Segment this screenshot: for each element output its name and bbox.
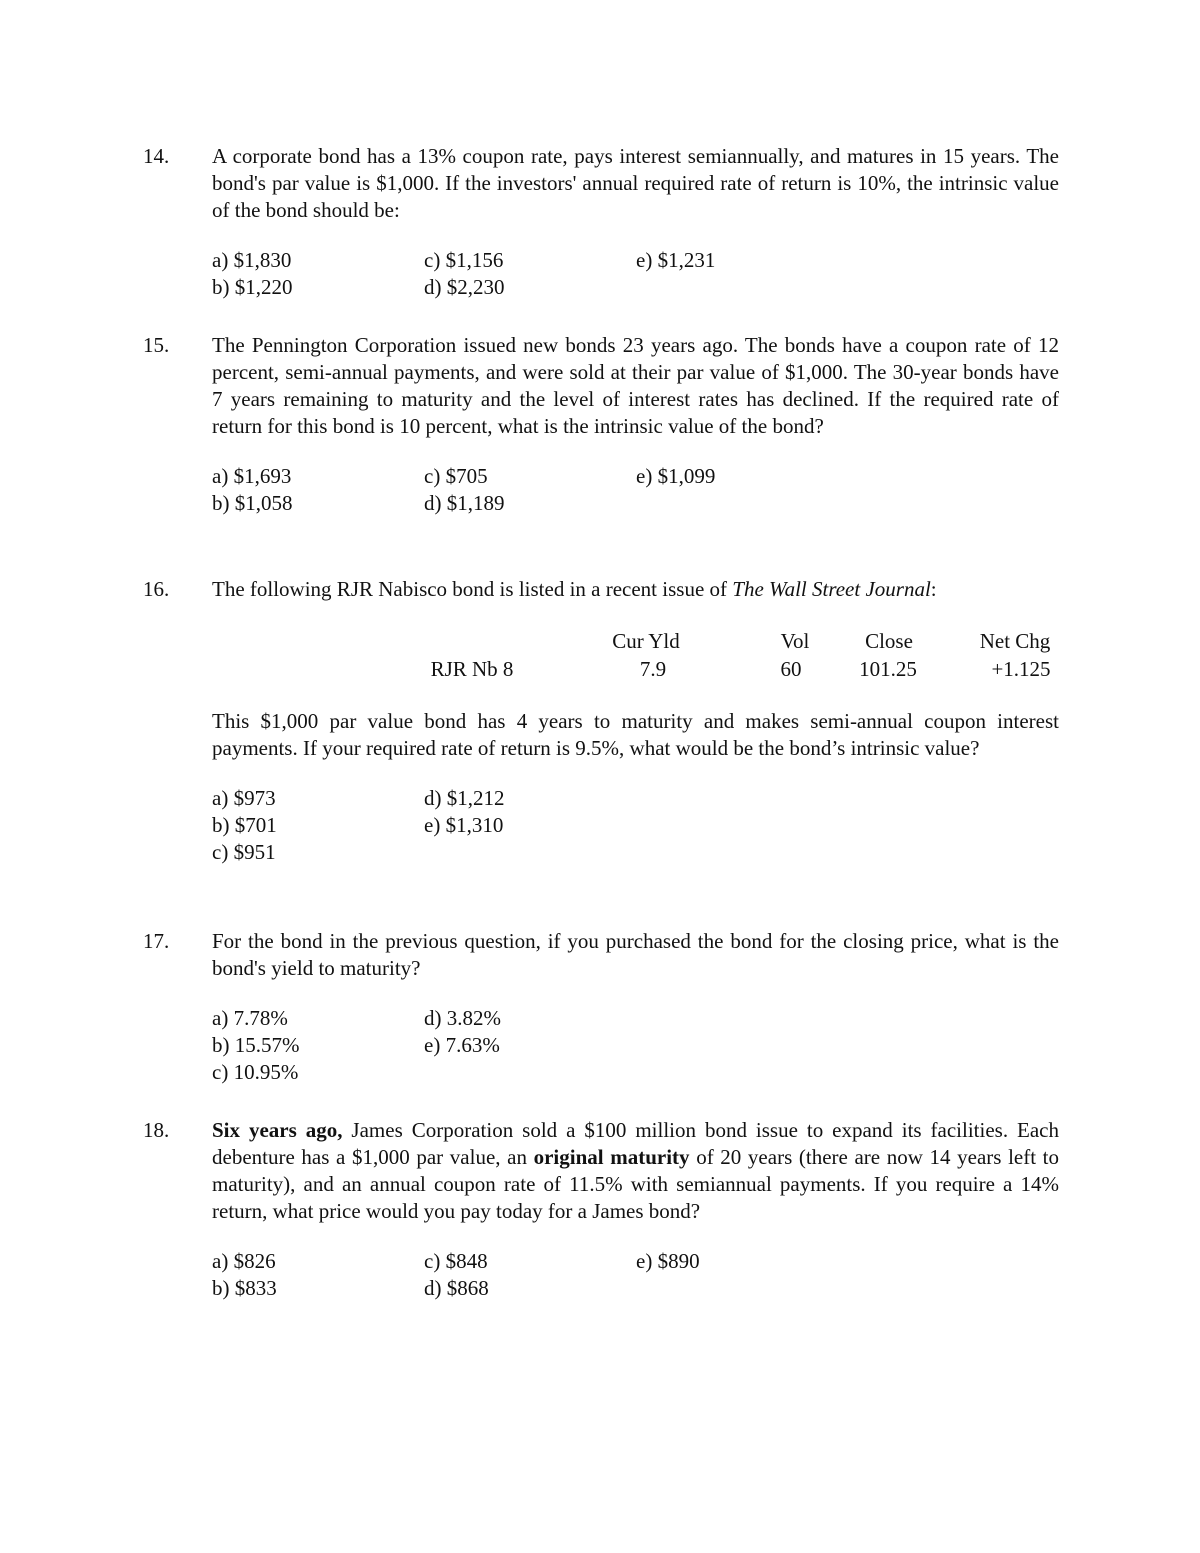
question-14: [143, 143, 1059, 301]
bond-quote-table: [143, 628, 1059, 688]
question-number: 18.: [143, 1118, 170, 1142]
answer-options: [212, 785, 1059, 866]
question-text: A corporate bond has a 13% coupon rate, pays interest semiannually, and matures in 15 years. The bond's par value is $1,000. If the investors' annual required rate of return is 10%, the intrinsic value of the bond should be:: [212, 144, 1059, 222]
option-a[interactable]: a) $973: [212, 786, 276, 810]
option-d[interactable]: d) $868: [424, 1276, 489, 1300]
option-c[interactable]: c) $848: [424, 1249, 488, 1273]
cell-cur-yld: 7.9: [639, 657, 667, 681]
option-c[interactable]: c) $951: [212, 840, 276, 864]
question-number: 15.: [143, 333, 170, 357]
option-c[interactable]: c) $1,156: [424, 248, 504, 272]
question-number: 17.: [143, 929, 170, 953]
option-e[interactable]: e) 7.63%: [424, 1033, 500, 1057]
col-header-close: Close: [865, 629, 913, 653]
option-b[interactable]: b) $1,058: [212, 491, 293, 515]
option-a[interactable]: a) 7.78%: [212, 1006, 288, 1030]
answer-options: [212, 463, 1059, 517]
option-d[interactable]: d) $1,212: [424, 786, 505, 810]
question-18: [143, 1117, 1059, 1302]
option-e[interactable]: e) $1,231: [636, 248, 716, 272]
option-e[interactable]: e) $890: [636, 1249, 700, 1273]
question-17: [143, 928, 1059, 1086]
option-b[interactable]: b) $833: [212, 1276, 277, 1300]
option-a[interactable]: a) $826: [212, 1249, 276, 1273]
cell-net-chg: +1.125: [991, 657, 1051, 681]
option-a[interactable]: a) $1,830: [212, 248, 292, 272]
option-d[interactable]: d) $1,189: [424, 491, 505, 515]
option-e[interactable]: e) $1,310: [424, 813, 504, 837]
question-text: For the bond in the previous question, if you purchased the bond for the closing price, what is the bond's yield to maturity?: [212, 929, 1059, 980]
option-e[interactable]: e) $1,099: [636, 464, 716, 488]
question-intro: The following RJR Nabisco bond is listed in a recent issue of The Wall Street Journal:: [212, 577, 937, 601]
answer-options: [212, 1005, 1059, 1086]
answer-options: [212, 247, 1059, 301]
col-header-vol: Vol: [780, 629, 810, 653]
col-header-net-chg: Net Chg: [979, 629, 1051, 653]
cell-close: 101.25: [859, 657, 917, 681]
emphasis-six-years-ago: Six years ago,: [212, 1118, 343, 1142]
question-16: [143, 576, 1059, 866]
question-number: 16.: [143, 577, 170, 601]
answer-options: [212, 1248, 1059, 1302]
option-d[interactable]: d) 3.82%: [424, 1006, 501, 1030]
option-c[interactable]: c) $705: [424, 464, 488, 488]
question-text: Six years ago, James Corporation sold a $100 million bond issue to expand its facilities. Each debenture has a $1,000 par value, an original maturity of 20 years (there are now 14 years left to maturity), and an annual coupon rate of 11.5% with semiannual payments. If you require a 14% return, what price would you pay today for a James bond?: [212, 1118, 1060, 1223]
emphasis-original-maturity: original maturity: [533, 1145, 690, 1169]
row-label: RJR Nb 8: [430, 657, 514, 681]
col-header-cur-yld: Cur Yld: [612, 629, 680, 653]
option-d[interactable]: d) $2,230: [424, 275, 505, 299]
option-c[interactable]: c) 10.95%: [212, 1060, 299, 1084]
question-number: 14.: [143, 144, 170, 168]
option-a[interactable]: a) $1,693: [212, 464, 292, 488]
question-text: This $1,000 par value bond has 4 years to maturity and makes semi-annual coupon interest payments. If your required rate of return is 9.5%, what would be the bond’s intrinsic value?: [212, 709, 1059, 760]
question-text: The Pennington Corporation issued new bonds 23 years ago. The bonds have a coupon rate of 12 percent, semi-annual payments, and were sold at their par value of $1,000. The 30-year bonds have 7 years remaining to maturity and the level of interest rates has declined. If the required rate of return for this bond is 10 percent, what is the intrinsic value of the bond?: [212, 333, 1059, 438]
journal-title: The Wall Street Journal: [732, 577, 931, 601]
option-b[interactable]: b) $701: [212, 813, 277, 837]
option-b[interactable]: b) $1,220: [212, 275, 293, 299]
question-15: [143, 332, 1059, 517]
cell-vol: 60: [780, 657, 802, 681]
option-b[interactable]: b) 15.57%: [212, 1033, 300, 1057]
